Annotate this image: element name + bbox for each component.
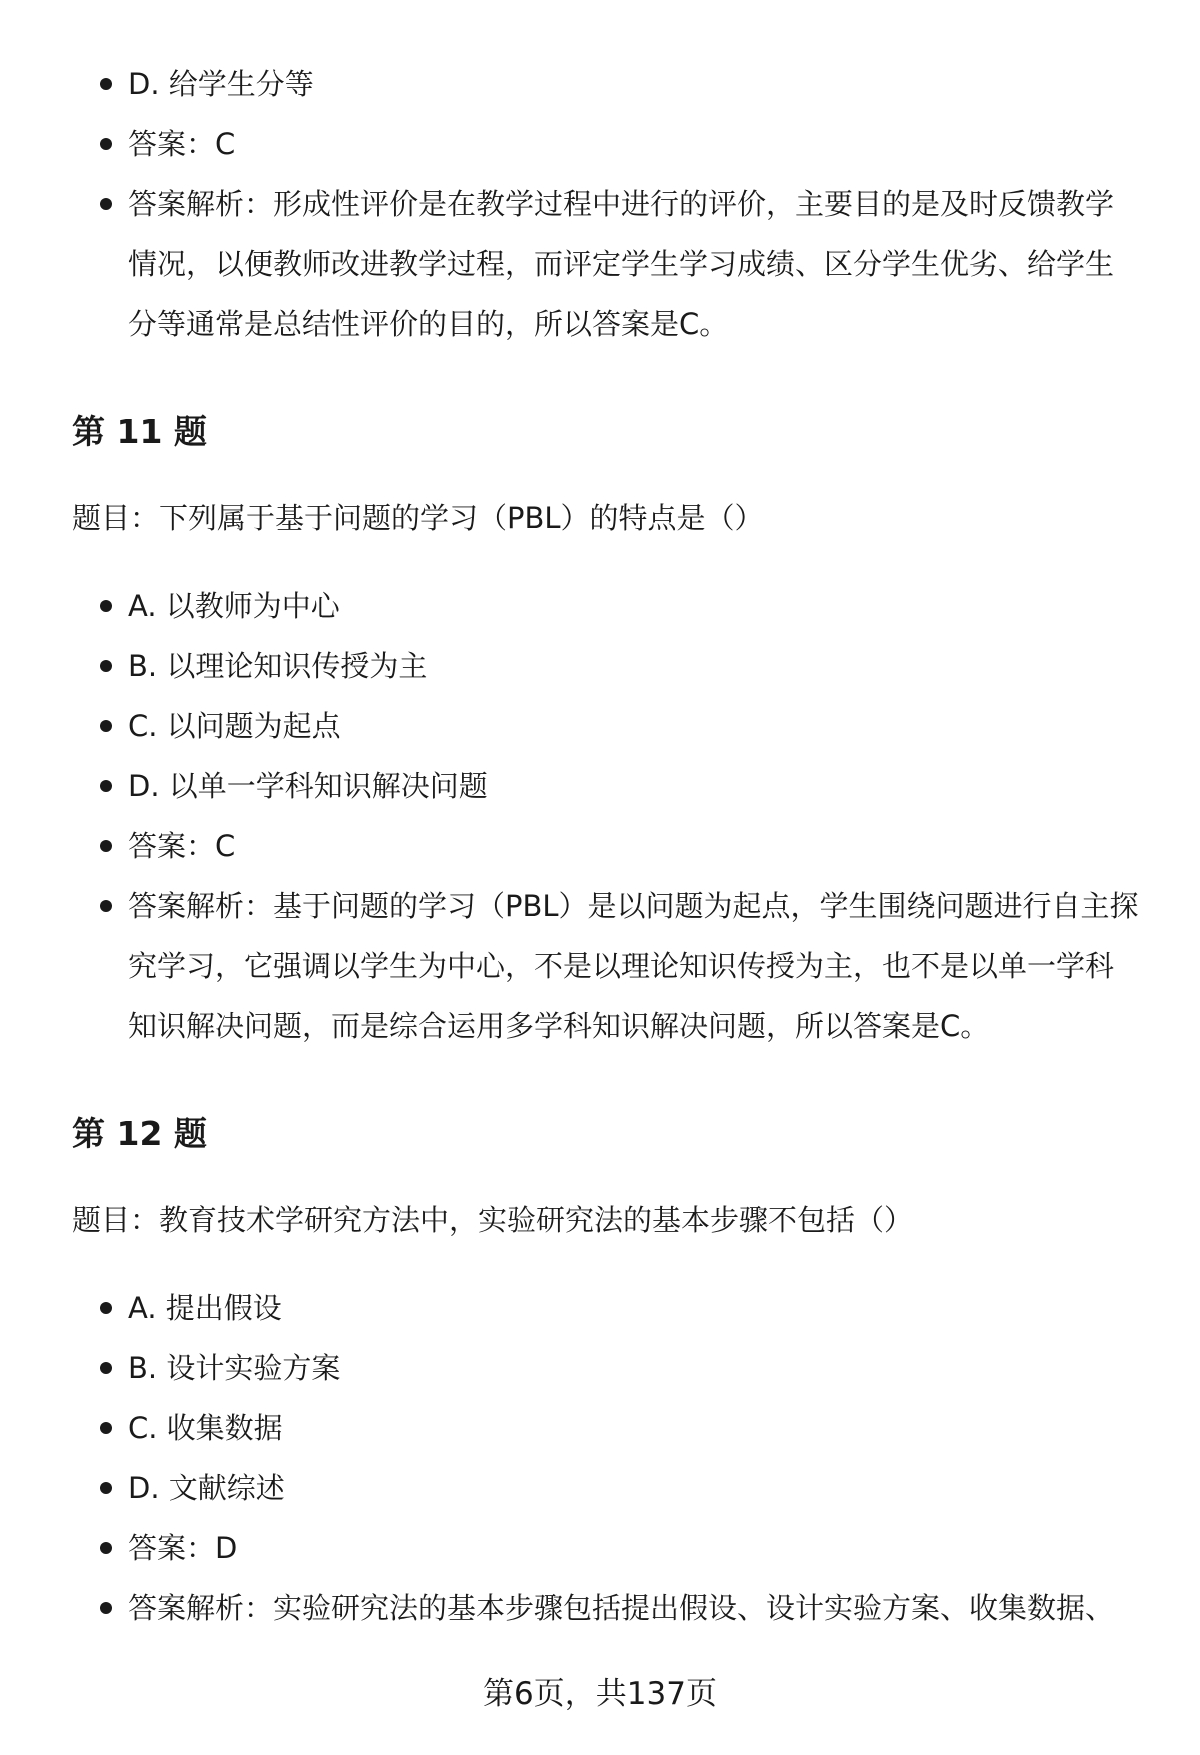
bullet-icon [100,900,112,912]
list-item: A. 以教师为中心 [72,576,1142,636]
list-item: A. 提出假设 [72,1278,1142,1338]
bullet-icon [100,840,112,852]
question-12-heading: 第 12 题 [72,1114,207,1153]
list-item: D. 以单一学科知识解决问题 [72,756,1142,816]
bullet-icon [100,78,112,90]
question-11-options [72,576,1142,1056]
bullet-icon [100,660,112,672]
question-11-stem: 题目：下列属于基于问题的学习（PBL）的特点是（） [72,501,764,535]
list-item: 答案：D [72,1518,1142,1578]
list-item: 答案：C [72,114,1142,174]
list-item: D. 文献综述 [72,1458,1142,1518]
bullet-icon [100,600,112,612]
list-item: B. 以理论知识传授为主 [72,636,1142,696]
bullet-icon [100,1362,112,1374]
bullet-icon [100,1482,112,1494]
bullet-icon [100,198,112,210]
bullet-icon [100,1302,112,1314]
bullet-icon [100,1602,112,1614]
list-item: B. 设计实验方案 [72,1338,1142,1398]
list-item: 答案：C [72,816,1142,876]
bullet-icon [100,138,112,150]
list-item: 答案解析：基于问题的学习（PBL）是以问题为起点，学生围绕问题进行自主探究学习，它强调以学生为中心，不是以理论知识传授为主，也不是以单一学科知识解决问题，而是综合运用多学科知识解决问题，所以答案是C。 [72,876,1142,1056]
page-number-footer: 第6页，共137页 [483,1676,717,1712]
list-item: C. 以问题为起点 [72,696,1142,756]
bullet-icon [100,780,112,792]
bullet-icon [100,1542,112,1554]
question-11-heading: 第 11 题 [72,412,207,451]
q10-tail-list [72,54,1142,354]
bullet-icon [100,1422,112,1434]
list-item: 答案解析：实验研究法的基本步骤包括提出假设、设计实验方案、收集数据、 [72,1578,1142,1638]
list-item: 答案解析：形成性评价是在教学过程中进行的评价，主要目的是及时反馈教学情况，以便教师改进教学过程，而评定学生学习成绩、区分学生优劣、给学生分等通常是总结性评价的目的，所以答案是C。 [72,174,1142,354]
list-item: C. 收集数据 [72,1398,1142,1458]
bullet-icon [100,720,112,732]
question-12-stem: 题目：教育技术学研究方法中，实验研究法的基本步骤不包括（） [72,1203,914,1237]
document-page [72,0,1142,1638]
list-item: D. 给学生分等 [72,54,1142,114]
question-12-options [72,1278,1142,1638]
